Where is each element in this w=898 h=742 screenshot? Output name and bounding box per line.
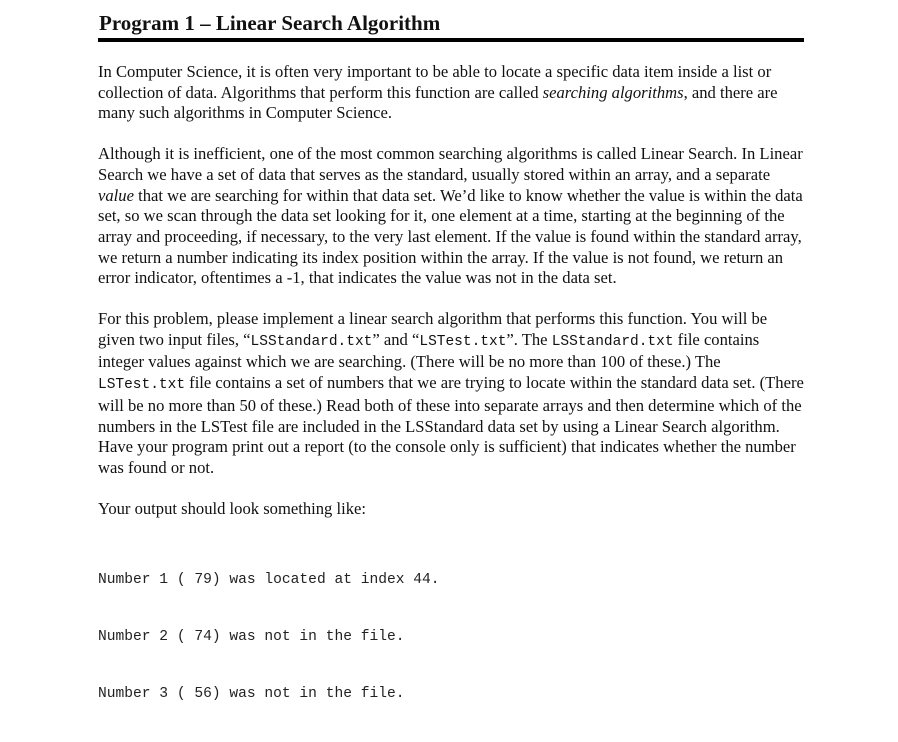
intro-text-1: In Computer Science, it is often very important to be able to locate a specific data item inside a list or collection of data. Algorithms that perform this function are called — [98, 62, 772, 102]
linear-search-text-2: that we are searching for within that data set. We’d like to know whether the value is within the data set, so we scan through the data set looking for it, one element at a time, starting at the beginning of the array and proceeding, if necessary, to the very last element. If the value is found within the standard array, we return a number indicating its index position within the array. If the value is not found, we return an error indicator, oftentimes a -1, that indicates the value was not in the data set. — [98, 185, 803, 288]
sample-output-line: Number 3 ( 56) was not in the file. — [98, 686, 405, 703]
linear-search-emphasis: value — [98, 185, 134, 205]
page-title: Program 1 – Linear Search Algorithm — [99, 11, 441, 35]
output-intro: Your output should look something like: — [98, 498, 366, 518]
sample-output-line: Number 2 ( 74) was not in the file. — [98, 629, 405, 646]
instructions-text-5: file contains a set of numbers that we are trying to locate within the standard data set. (There will be no more than 50 of these.) Read both of these into separate arrays and then determine which of the numbers in the LSTest file are included in the LSStandard data set by using a Linear Search algorithm. Have your program print out a report (to the console only is sufficient) that indicates whether the number was found or not. — [98, 373, 804, 477]
filename-test: LSTest.txt — [419, 333, 507, 350]
linear-search-text-1: Although it is inefficient, one of the most common searching algorithms is called Linear Search. In Linear Search we have a set of data that serves as the standard, usually stored within an array, and a separate — [98, 144, 803, 184]
instructions-text-4: file contains integer values against which we are searching. (There will be no more than 100 of these.) The — [98, 329, 760, 372]
sample-output — [98, 533, 804, 742]
linear-search-paragraph — [98, 144, 804, 289]
instructions-text-2: ” and “ — [372, 329, 420, 349]
filename-standard: LSStandard.txt — [250, 333, 373, 350]
instructions-text-1: For this problem, please implement a linear search algorithm that performs this function. You will be given two input files, “ — [98, 309, 768, 349]
filename-test-2: LSTest.txt — [98, 377, 186, 394]
filename-standard-2: LSStandard.txt — [551, 333, 674, 350]
title-underline — [98, 38, 804, 42]
intro-text-2: , and there are many such algorithms in Computer Science. — [98, 82, 778, 123]
instructions-text-3: ”. The — [506, 329, 552, 349]
intro-paragraph — [98, 62, 804, 124]
instructions-paragraph — [98, 309, 804, 479]
intro-emphasis: searching algorithms — [542, 82, 684, 102]
document-page — [98, 9, 804, 742]
sample-output-line: Number 1 ( 79) was located at index 44. — [98, 572, 440, 589]
